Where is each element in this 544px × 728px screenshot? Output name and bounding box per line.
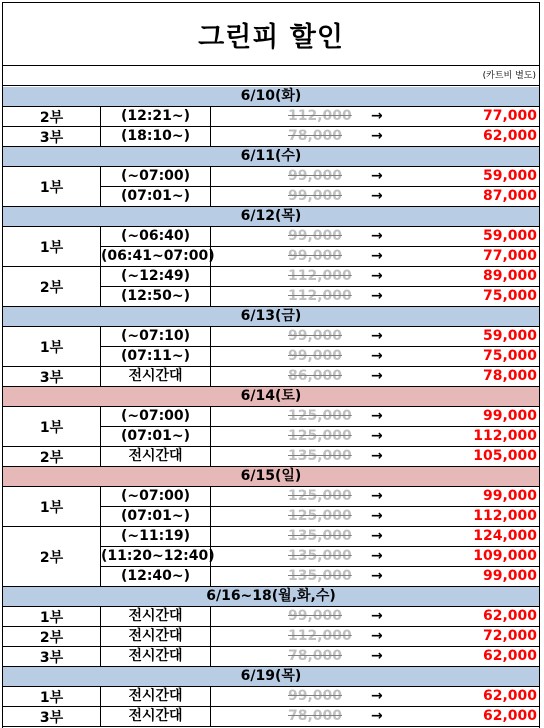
discount-price: 87,000 bbox=[482, 188, 537, 204]
tee-time: 전시간대 bbox=[101, 367, 211, 387]
arrow-icon: → bbox=[371, 608, 383, 624]
part-label: 2부 bbox=[3, 267, 101, 306]
date-header: 6/11(수) bbox=[3, 147, 539, 167]
arrow-icon: → bbox=[371, 268, 383, 284]
tee-time: (~07:00) bbox=[101, 407, 211, 426]
part-label: 3부 bbox=[3, 707, 101, 726]
part-label: 1부 bbox=[3, 407, 101, 446]
tee-time: (07:01~) bbox=[101, 507, 211, 527]
price-row bbox=[101, 487, 539, 507]
discount-price: 109,000 bbox=[473, 548, 537, 564]
arrow-icon: → bbox=[371, 228, 383, 244]
price-row bbox=[101, 247, 539, 267]
tee-time: (12:40~) bbox=[101, 567, 211, 587]
discount-price: 62,000 bbox=[482, 688, 537, 704]
part-group bbox=[3, 367, 539, 387]
discount-price: 78,000 bbox=[482, 368, 537, 384]
part-group bbox=[3, 227, 539, 267]
tee-time: 전시간대 bbox=[101, 647, 211, 667]
price-row bbox=[101, 607, 539, 627]
part-group bbox=[3, 527, 539, 587]
discount-price: 112,000 bbox=[473, 508, 537, 524]
discount-price: 59,000 bbox=[482, 228, 537, 244]
original-price: 112,000 bbox=[288, 268, 352, 284]
tee-time: (~12:49) bbox=[101, 267, 211, 286]
part-group bbox=[3, 107, 539, 127]
arrow-icon: → bbox=[371, 568, 383, 584]
arrow-icon: → bbox=[371, 108, 383, 124]
original-price: 99,000 bbox=[288, 188, 343, 204]
part-group bbox=[3, 127, 539, 147]
original-price: 78,000 bbox=[288, 128, 343, 144]
original-price: 78,000 bbox=[288, 708, 343, 724]
part-label: 2부 bbox=[3, 107, 101, 126]
tee-time: (~11:19) bbox=[101, 527, 211, 546]
arrow-icon: → bbox=[371, 708, 383, 724]
arrow-icon: → bbox=[371, 528, 383, 544]
date-header: 6/13(금) bbox=[3, 307, 539, 327]
arrow-icon: → bbox=[371, 688, 383, 704]
original-price: 112,000 bbox=[288, 288, 352, 304]
part-label: 1부 bbox=[3, 687, 101, 706]
tee-time: 전시간대 bbox=[101, 447, 211, 467]
original-price: 125,000 bbox=[288, 508, 352, 524]
tee-time: (18:10~) bbox=[101, 127, 211, 147]
part-label: 1부 bbox=[3, 607, 101, 626]
part-group bbox=[3, 447, 539, 467]
original-price: 125,000 bbox=[288, 408, 352, 424]
part-group bbox=[3, 167, 539, 207]
discount-price: 77,000 bbox=[482, 248, 537, 264]
original-price: 125,000 bbox=[288, 488, 352, 504]
date-header: 6/16~18(월,화,수) bbox=[3, 587, 539, 607]
price-row bbox=[101, 227, 539, 247]
arrow-icon: → bbox=[371, 628, 383, 644]
price-sheet bbox=[2, 2, 540, 728]
arrow-icon: → bbox=[371, 508, 383, 524]
discount-price: 105,000 bbox=[473, 448, 537, 464]
discount-price: 72,000 bbox=[482, 628, 537, 644]
tee-time: (06:41~07:00) bbox=[101, 247, 211, 267]
original-price: 112,000 bbox=[288, 628, 352, 644]
discount-price: 59,000 bbox=[482, 168, 537, 184]
original-price: 99,000 bbox=[288, 248, 343, 264]
original-price: 135,000 bbox=[288, 528, 352, 544]
price-row bbox=[101, 127, 539, 147]
original-price: 99,000 bbox=[288, 228, 343, 244]
arrow-icon: → bbox=[371, 488, 383, 504]
part-group bbox=[3, 267, 539, 307]
discount-price: 62,000 bbox=[482, 128, 537, 144]
price-row bbox=[101, 347, 539, 367]
discount-price: 124,000 bbox=[473, 528, 537, 544]
original-price: 99,000 bbox=[288, 328, 343, 344]
price-row bbox=[101, 507, 539, 527]
date-header: 6/10(화) bbox=[3, 87, 539, 107]
price-row bbox=[101, 547, 539, 567]
page-title: 그린피 할인 bbox=[3, 3, 539, 66]
original-price: 99,000 bbox=[288, 348, 343, 364]
price-row bbox=[101, 427, 539, 447]
tee-time: (~07:10) bbox=[101, 327, 211, 346]
tee-time: 전시간대 bbox=[101, 707, 211, 727]
price-row bbox=[101, 447, 539, 467]
price-row bbox=[101, 647, 539, 667]
arrow-icon: → bbox=[371, 428, 383, 444]
discount-price: 75,000 bbox=[482, 348, 537, 364]
discount-price: 59,000 bbox=[482, 328, 537, 344]
schedule-table bbox=[3, 87, 539, 727]
date-header: 6/15(일) bbox=[3, 467, 539, 487]
arrow-icon: → bbox=[371, 328, 383, 344]
price-row bbox=[101, 567, 539, 587]
date-header: 6/12(목) bbox=[3, 207, 539, 227]
discount-price: 62,000 bbox=[482, 608, 537, 624]
tee-time: (07:01~) bbox=[101, 427, 211, 447]
part-group bbox=[3, 707, 539, 727]
price-row bbox=[101, 107, 539, 127]
part-group bbox=[3, 647, 539, 667]
part-label: 1부 bbox=[3, 487, 101, 526]
price-row bbox=[101, 707, 539, 727]
tee-time: (~07:00) bbox=[101, 167, 211, 186]
price-row bbox=[101, 367, 539, 387]
original-price: 112,000 bbox=[288, 108, 352, 124]
part-group bbox=[3, 627, 539, 647]
discount-price: 62,000 bbox=[482, 708, 537, 724]
arrow-icon: → bbox=[371, 408, 383, 424]
price-row bbox=[101, 527, 539, 547]
part-label: 1부 bbox=[3, 167, 101, 206]
part-label: 3부 bbox=[3, 367, 101, 386]
discount-price: 99,000 bbox=[482, 408, 537, 424]
discount-price: 112,000 bbox=[473, 428, 537, 444]
tee-time: 전시간대 bbox=[101, 627, 211, 647]
original-price: 99,000 bbox=[288, 168, 343, 184]
arrow-icon: → bbox=[371, 348, 383, 364]
date-header: 6/19(목) bbox=[3, 667, 539, 687]
tee-time: (12:50~) bbox=[101, 287, 211, 307]
original-price: 99,000 bbox=[288, 688, 343, 704]
part-label: 1부 bbox=[3, 327, 101, 366]
original-price: 135,000 bbox=[288, 568, 352, 584]
part-label: 1부 bbox=[3, 227, 101, 266]
arrow-icon: → bbox=[371, 188, 383, 204]
original-price: 135,000 bbox=[288, 448, 352, 464]
price-row bbox=[101, 407, 539, 427]
part-group bbox=[3, 327, 539, 367]
part-group bbox=[3, 607, 539, 627]
price-row bbox=[101, 627, 539, 647]
tee-time: (~06:40) bbox=[101, 227, 211, 246]
tee-time: 전시간대 bbox=[101, 687, 211, 707]
arrow-icon: → bbox=[371, 368, 383, 384]
discount-price: 89,000 bbox=[482, 268, 537, 284]
original-price: 99,000 bbox=[288, 608, 343, 624]
arrow-icon: → bbox=[371, 128, 383, 144]
arrow-icon: → bbox=[371, 648, 383, 664]
tee-time: (~07:00) bbox=[101, 487, 211, 506]
price-row bbox=[101, 327, 539, 347]
price-row bbox=[101, 267, 539, 287]
part-group bbox=[3, 687, 539, 707]
part-label: 2부 bbox=[3, 627, 101, 646]
part-label: 3부 bbox=[3, 127, 101, 146]
original-price: 78,000 bbox=[288, 648, 343, 664]
part-label: 2부 bbox=[3, 447, 101, 466]
cart-fee-note: (카트비 별도) bbox=[3, 66, 539, 86]
price-row bbox=[101, 167, 539, 187]
arrow-icon: → bbox=[371, 548, 383, 564]
tee-time: (07:11~) bbox=[101, 347, 211, 367]
price-row bbox=[101, 287, 539, 307]
original-price: 135,000 bbox=[288, 548, 352, 564]
arrow-icon: → bbox=[371, 288, 383, 304]
discount-price: 99,000 bbox=[482, 488, 537, 504]
part-group bbox=[3, 407, 539, 447]
arrow-icon: → bbox=[371, 168, 383, 184]
part-group bbox=[3, 487, 539, 527]
price-row bbox=[101, 187, 539, 207]
original-price: 86,000 bbox=[288, 368, 343, 384]
tee-time: (12:21~) bbox=[101, 107, 211, 127]
part-label: 3부 bbox=[3, 647, 101, 666]
date-header: 6/14(토) bbox=[3, 387, 539, 407]
tee-time: (11:20~12:40) bbox=[101, 548, 215, 564]
arrow-icon: → bbox=[371, 248, 383, 264]
tee-time: (07:01~) bbox=[101, 187, 211, 207]
discount-price: 77,000 bbox=[482, 108, 537, 124]
original-price: 125,000 bbox=[288, 428, 352, 444]
part-label: 2부 bbox=[3, 527, 101, 586]
discount-price: 75,000 bbox=[482, 288, 537, 304]
discount-price: 99,000 bbox=[482, 568, 537, 584]
arrow-icon: → bbox=[371, 448, 383, 464]
discount-price: 62,000 bbox=[482, 648, 537, 664]
tee-time: 전시간대 bbox=[101, 607, 211, 627]
price-row bbox=[101, 687, 539, 707]
